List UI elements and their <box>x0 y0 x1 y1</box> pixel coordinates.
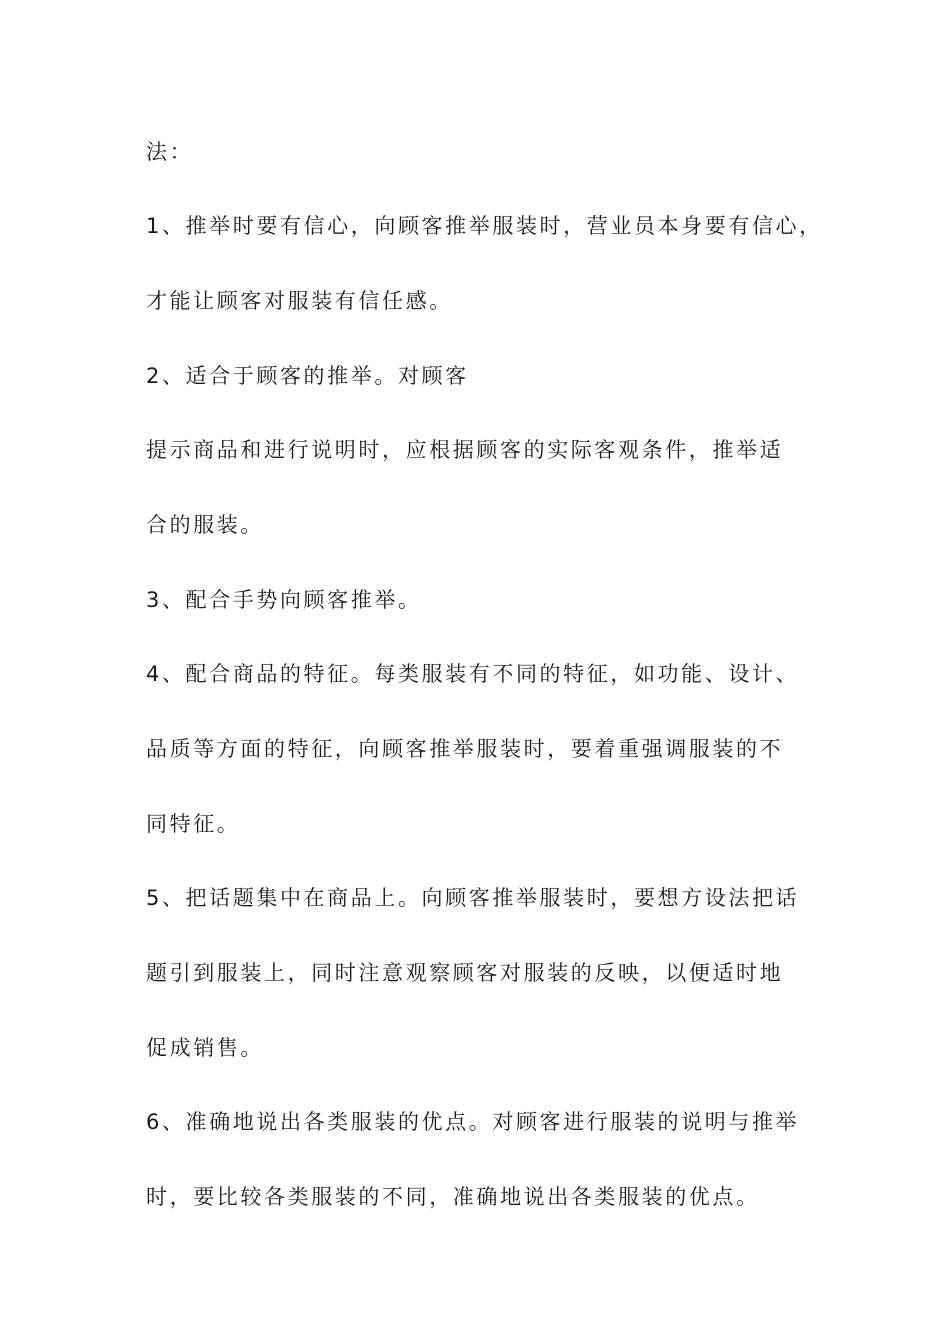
text-line: 3、配合手势向顾客推举。 <box>146 588 422 612</box>
text-line: 法： <box>146 140 194 164</box>
text-line: 提示商品和进行说明时，应根据顾客的实际客观条件，推举适 <box>146 438 784 462</box>
text-line: 合的服装。 <box>146 513 264 537</box>
text-line: 题引到服装上，同时注意观察顾客对服装的反映，以便适时地 <box>146 961 784 985</box>
text-line: 2、适合于顾客的推举。对顾客 <box>146 364 469 388</box>
text-line: 时，要比较各类服装的不同，准确地说出各类服装的优点。 <box>146 1185 760 1209</box>
text-line: 才能让顾客对服装有信任感。 <box>146 289 453 313</box>
text-line: 6、准确地说出各类服装的优点。对顾客进行服装的说明与推举 <box>146 1110 800 1134</box>
text-line: 1、推举时要有信心，向顾客推举服装时，营业员本身要有信心， <box>146 214 823 238</box>
text-line: 品质等方面的特征，向顾客推举服装时，要着重强调服装的不 <box>146 737 784 761</box>
text-line: 4、配合商品的特征。每类服装有不同的特征，如功能、设计、 <box>146 662 800 686</box>
text-line: 同特征。 <box>146 812 241 836</box>
text-line: 促成销售。 <box>146 1036 264 1060</box>
text-line: 5、把话题集中在商品上。向顾客推举服装时，要想方设法把话 <box>146 886 800 910</box>
